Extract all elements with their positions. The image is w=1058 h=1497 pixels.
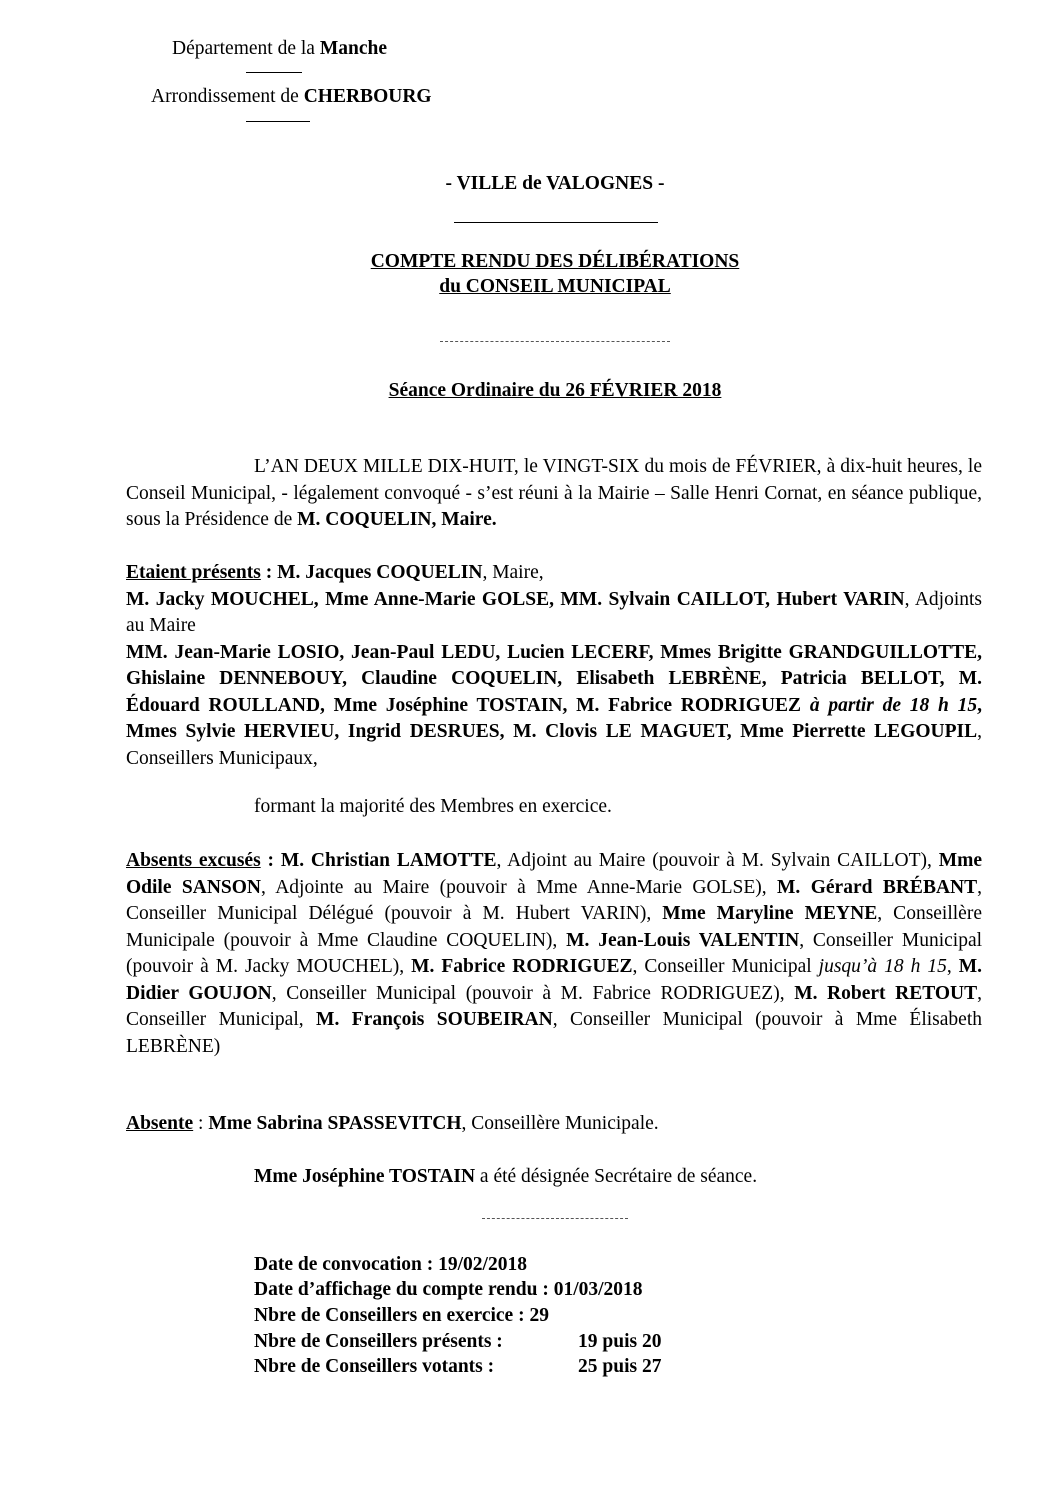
presents-adjoints-role: , Adjoints au Maire xyxy=(126,588,982,636)
excuse-text: , Conseiller Municipal, xyxy=(126,982,983,1030)
divider xyxy=(454,222,658,223)
secretaire-text: a été désignée Secrétaire de séance. xyxy=(475,1166,758,1187)
excuse-text: , xyxy=(946,956,959,977)
excuse-person: M. Christian LAMOTTE xyxy=(280,850,497,871)
arrondissement-prefix: Arrondissement de xyxy=(151,86,304,107)
stat-label: Nbre de Conseillers en exercice : 29 xyxy=(254,1305,549,1326)
intro-paragraph xyxy=(126,454,982,534)
excuse-text: , Conseiller Municipal xyxy=(632,956,819,977)
excuse-person: Mme Odile SANSON xyxy=(126,850,983,898)
heading-line2: du CONSEIL MUNICIPAL xyxy=(439,276,671,297)
intro-text: L’AN DEUX MILLE DIX-HUIT, le VINGT-SIX du mois de FÉVRIER, à dix-huit heures, le Conseil Municipal, - légalement convoqué - s’est réuni à la Mairie – Salle Henri Cornat, en séance publique, sous la Présidence de xyxy=(126,456,982,530)
seance-title: Séance Ordinaire du 26 FÉVRIER 2018 xyxy=(388,380,722,401)
presents-conseillers-role: , Conseillers Municipaux, xyxy=(126,721,982,769)
arrondissement-name: CHERBOURG xyxy=(303,86,432,107)
presents-conseillers-note: à partir de 18 h 15 xyxy=(809,694,978,716)
secretaire-name: Mme Joséphine TOSTAIN xyxy=(254,1166,476,1187)
absente-label: Absente xyxy=(126,1113,194,1134)
excuses-label: Absents excusés xyxy=(126,850,261,871)
stat-label: Nbre de Conseillers votants : xyxy=(254,1356,495,1377)
excuse-person: M. Robert RETOUT xyxy=(794,982,978,1004)
intro-president: M. COQUELIN, Maire. xyxy=(297,509,497,530)
presents-conseillers-b: , Mmes Sylvie HERVIEU, Ingrid DESRUES, M. Clovis LE MAGUET, Mme Pierrette LEGOUPIL xyxy=(126,694,982,742)
divider xyxy=(246,72,302,73)
stat-label: Date d’affichage du compte rendu : 01/03/2018 xyxy=(254,1279,643,1300)
presents-conseillers-a: MM. Jean-Marie LOSIO, Jean-Paul LEDU, Lucien LECERF, Mmes Brigitte GRANDGUILLOTTE, Ghislaine DENNEBOUY, Claudine COQUELIN, Elisabeth LEBRÈNE, Patricia BELLOT, M. Édouard ROULLAND, Mme Joséphine TOSTAIN, M. Fabrice RODRIGUEZ xyxy=(126,641,982,716)
presents-maire-role: , Maire, xyxy=(482,562,544,583)
presents-adjoints: M. Jacky MOUCHEL, Mme Anne-Marie GOLSE, MM. Sylvain CAILLOT, Hubert VARIN xyxy=(126,588,905,610)
absente-line xyxy=(126,1113,659,1135)
departement-line xyxy=(172,38,387,60)
absente-sep: : xyxy=(193,1113,209,1134)
absente-name: Mme Sabrina SPASSEVITCH xyxy=(208,1113,462,1134)
divider xyxy=(246,121,310,122)
excuse-person: M. Gérard BRÉBANT xyxy=(777,876,978,898)
excuse-text: , Conseiller Municipal (pouvoir à Mme Élisabeth LEBRÈNE) xyxy=(126,1009,982,1057)
excuse-text: , Conseiller Municipal (pouvoir à M. Fabrice RODRIGUEZ), xyxy=(271,982,795,1004)
excuses-sep: : xyxy=(260,850,281,871)
stat-value: 19 puis 20 xyxy=(578,1331,662,1352)
excuse-text: , Conseiller Municipal Délégué (pouvoir à M. Hubert VARIN), xyxy=(126,876,982,924)
heading-line1: COMPTE RENDU DES DÉLIBÉRATIONS xyxy=(370,251,740,272)
secretaire-line xyxy=(254,1166,757,1188)
ville-title: - VILLE de VALOGNES - xyxy=(445,173,665,194)
excuses-paragraph xyxy=(126,848,982,1060)
stat-label: Nbre de Conseillers présents : xyxy=(254,1331,503,1352)
excuse-person: M. Didier GOUJON xyxy=(126,956,983,1004)
departement-name: Manche xyxy=(319,38,387,59)
excuse-note: jusqu’à 18 h 15 xyxy=(818,956,947,977)
excuse-text: , Conseillère Municipale (pouvoir à Mme Claudine COQUELIN), xyxy=(126,903,982,951)
presents-sep: : xyxy=(260,562,278,583)
majorite-line: formant la majorité des Membres en exercice. xyxy=(254,796,612,817)
excuse-text: , Adjointe au Maire (pouvoir à Mme Anne-Marie GOLSE), xyxy=(261,876,778,898)
stat-label: Date de convocation : 19/02/2018 xyxy=(254,1254,527,1275)
arrondissement-line xyxy=(151,86,432,108)
dashed-divider xyxy=(482,1218,628,1219)
absente-role: , Conseillère Municipale. xyxy=(461,1113,659,1134)
excuse-person: Mme Maryline MEYNE xyxy=(662,903,878,924)
presents-maire: M. Jacques COQUELIN xyxy=(277,562,483,583)
presents-paragraph xyxy=(126,560,982,772)
excuse-text: , Adjoint au Maire (pouvoir à M. Sylvain CAILLOT), xyxy=(496,850,939,871)
excuse-person: M. Jean-Louis VALENTIN xyxy=(566,929,800,951)
dashed-divider xyxy=(440,341,670,342)
stat-value: 25 puis 27 xyxy=(578,1356,662,1377)
presents-label: Etaient présents xyxy=(126,562,261,583)
excuse-text: , Conseiller Municipal (pouvoir à M. Jacky MOUCHEL), xyxy=(126,929,983,977)
excuse-person: M. François SOUBEIRAN xyxy=(316,1009,553,1030)
excuse-person: M. Fabrice RODRIGUEZ xyxy=(411,956,633,977)
departement-prefix: Département de la xyxy=(172,38,320,59)
